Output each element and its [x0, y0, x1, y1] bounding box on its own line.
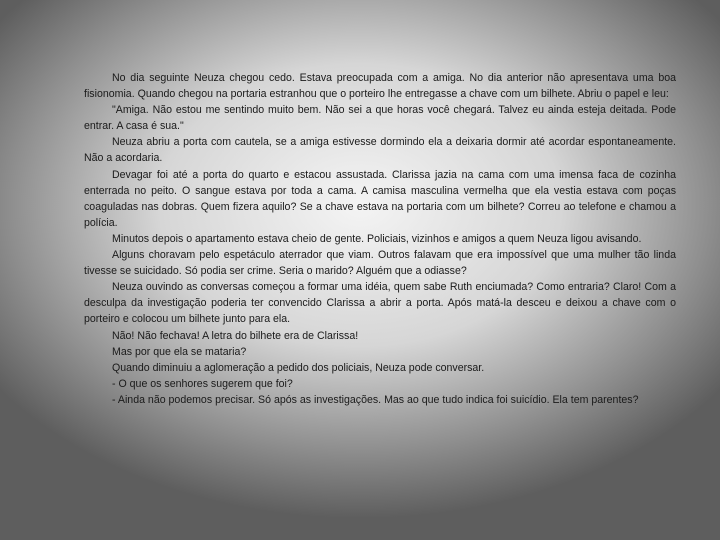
story-paragraph: Neuza abriu a porta com cautela, se a amiga estivesse dormindo ela a deixaria dormir até acordar espontaneamente. Não a acordaria. — [84, 136, 676, 165]
story-paragraph: Devagar foi até a porta do quarto e estacou assustada. Clarissa jazia na cama com uma imensa faca de cozinha enterrada no peito. O sangue estava por toda a cama. A camisa masculina vermelha que ela vestia estava com poças coaguladas nas dobras. Quem fizera aquilo? Se a chave estava na portaria com um bilhete? Correu ao telefone e chamou a polícia. — [84, 168, 676, 229]
dialogue-line: - O que os senhores sugerem que foi? — [112, 377, 293, 390]
dialogue-line: - Ainda não podemos precisar. Só após as investigações. Mas ao que tudo indica foi suicídio. Ela tem parentes? — [112, 393, 639, 406]
story-text-block — [84, 70, 676, 408]
story-paragraph: Neuza ouvindo as conversas começou a formar uma idéia, quem sabe Ruth enciumada? Como entraria? Claro! Com a desculpa da investigação poderia ter convencido Clarissa a abrir a porta. Após matá-la desceu e deixou a chave com o porteiro e colocou um bilhete junto para ela. — [84, 281, 676, 326]
story-paragraph: Alguns choravam pelo espetáculo aterrador que viam. Outros falavam que era impossível que uma mulher tão linda tivesse se suicidado. Só podia ser crime. Seria o marido? Alguém que a odiasse? — [84, 249, 676, 278]
story-paragraph: "Amiga. Não estou me sentindo muito bem. Não sei a que horas você chegará. Talvez eu ainda esteja deitada. Pode entrar. A casa é sua." — [84, 104, 676, 133]
story-paragraph: Minutos depois o apartamento estava cheio de gente. Policiais, vizinhos e amigos a quem Neuza ligou avisando. — [112, 232, 642, 245]
story-paragraph: Quando diminuiu a aglomeração a pedido dos policiais, Neuza pode conversar. — [112, 361, 485, 374]
story-paragraph: Mas por que ela se mataria? — [112, 345, 247, 358]
story-paragraph: No dia seguinte Neuza chegou cedo. Estava preocupada com a amiga. No dia anterior não apresentava uma boa fisionomia. Quando chegou na portaria estranhou que o porteiro lhe entregasse a chave com um bilhete. Abriu o papel e leu: — [84, 72, 676, 101]
story-paragraph: Não! Não fechava! A letra do bilhete era de Clarissa! — [112, 329, 359, 342]
